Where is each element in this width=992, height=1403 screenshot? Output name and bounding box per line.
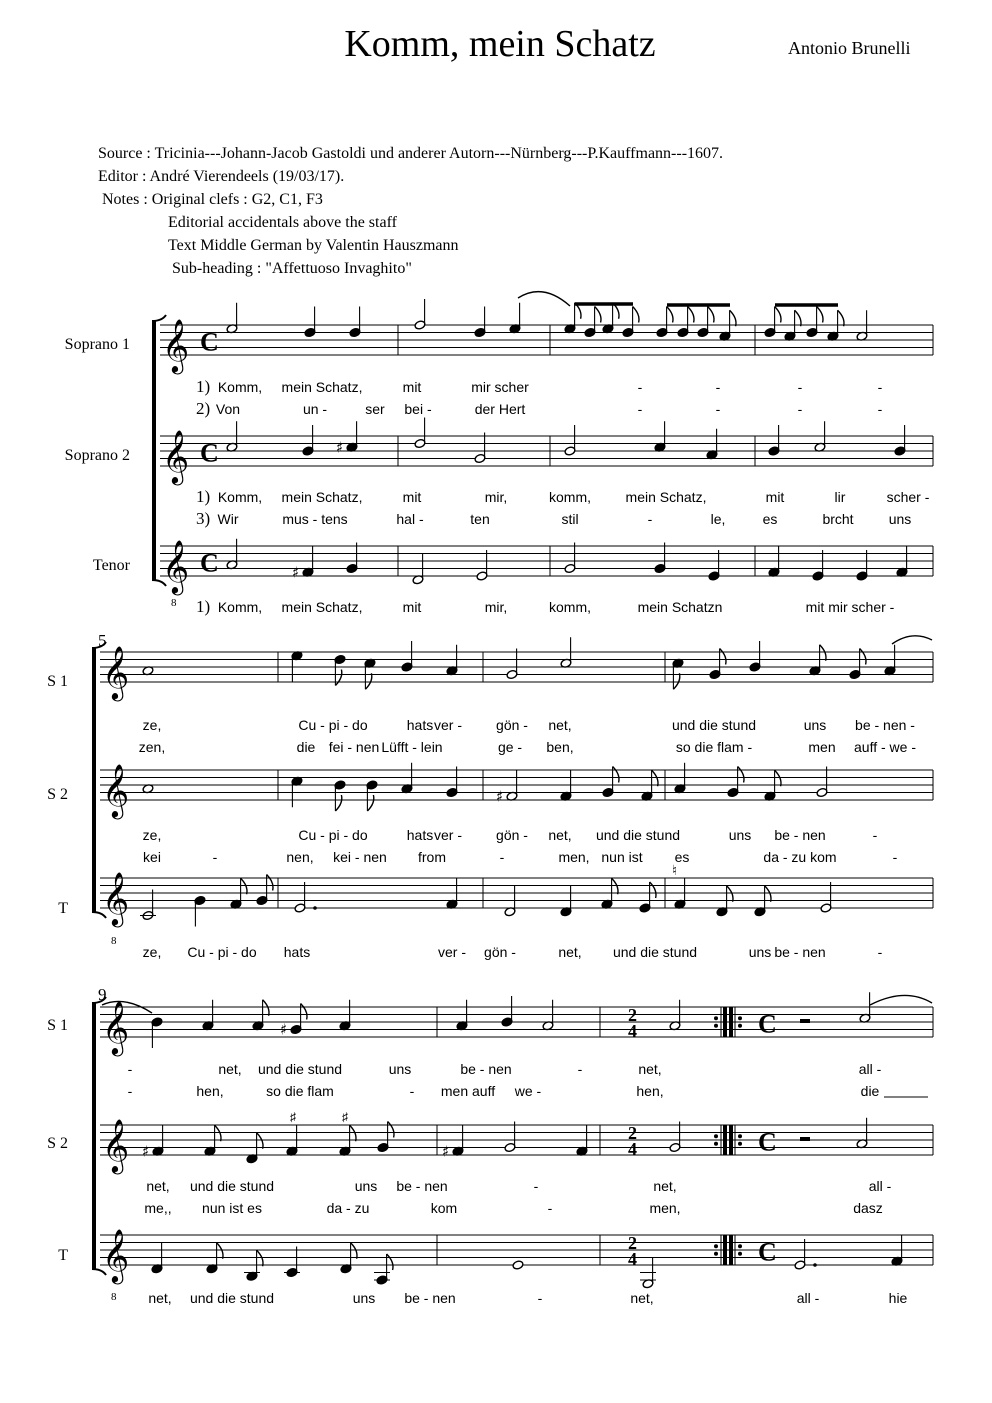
lyric-s2-v1: scher - [886, 489, 930, 505]
lyric-t-v1: uns [352, 1290, 376, 1306]
half-rest-icon [800, 1137, 810, 1141]
treble-clef-icon: 𝄞 [102, 1118, 130, 1172]
time-signature-common: C [758, 1237, 777, 1267]
time-signature-numerator: 2 [628, 1233, 637, 1253]
lyric-s1-v1: - [637, 379, 643, 395]
lyric-s1-v1: - [577, 1061, 583, 1077]
repeat-dot [714, 1252, 718, 1256]
lyric-s1-v1: be - nen [460, 1061, 512, 1077]
lyric-s2-v1: mir, [484, 489, 508, 505]
lyric-s2-v2: - [892, 849, 898, 865]
staff-sys3-1 [100, 1000, 933, 1056]
repeat-dot [714, 1142, 718, 1146]
lyric-s1-v2: Von [215, 401, 241, 417]
measure-number: 5 [98, 631, 107, 650]
note-flag [267, 875, 273, 891]
lyric-s1-v1: - [877, 379, 883, 395]
lyric-s1-v1: - [127, 1061, 133, 1077]
tie [870, 995, 932, 1005]
lyric-s1-v1: uns [803, 717, 827, 733]
verse-number: 3) [196, 509, 211, 528]
piece-title: Komm, mein Schatz [344, 23, 656, 65]
lyric-s2-v1: net, [548, 827, 572, 843]
voice-label-soprano-1: Soprano 1 [64, 336, 130, 353]
lyric-s2-v2: nun ist es [202, 1200, 262, 1216]
time-signature-common: C [200, 548, 219, 578]
lyric-s2-v3: mus - tens [282, 511, 348, 527]
lyric-s2-v1: - [872, 827, 878, 843]
lyric-t-v1: net, [630, 1290, 654, 1306]
half-rest-icon [800, 1019, 810, 1023]
lyric-s2-v1: gön - [496, 827, 528, 843]
note-flag [388, 1122, 394, 1138]
lyric-s1-v2: - [797, 401, 803, 417]
voice-label-s1: S 1 [47, 673, 68, 690]
lyric-s2-v1: net, [653, 1178, 677, 1194]
octave-mark: 8 [111, 1291, 117, 1303]
note-flag [367, 795, 373, 811]
time-signature-numerator: 2 [628, 1005, 637, 1025]
note-flag [817, 307, 823, 323]
repeat-dot [714, 1016, 718, 1020]
lyric-s2-v1: hats [406, 827, 434, 843]
lyric-s1-v2: die [860, 1083, 880, 1099]
subheading-line: Sub-heading : "Affettuoso Invaghito" [172, 260, 412, 277]
lyric-s2-v2: - [212, 849, 218, 865]
repeat-dot [714, 1024, 718, 1028]
note-flag [365, 673, 371, 689]
lyric-s2-v3: ten [470, 511, 490, 527]
lyric-s1-v2: - [409, 1083, 415, 1099]
lyric-s2-v2: men, [649, 1200, 681, 1216]
lyric-s1-v2: - [127, 1083, 133, 1099]
lyric-s1-v1: gön - [496, 717, 528, 733]
note-flag [351, 1243, 357, 1259]
note-flag [652, 770, 658, 786]
lyric-s2-v3: brcht [822, 511, 854, 527]
lyric-t-v1: be - nen [774, 944, 826, 960]
note-flag [387, 1254, 393, 1270]
lyric-s2-v1: be - nen [396, 1178, 448, 1194]
note-flag [667, 307, 673, 323]
note-flag [335, 795, 341, 811]
lyric-s2-v1: Cu - pi - do [298, 827, 368, 843]
repeat-dot [738, 1134, 742, 1138]
dot [813, 1263, 817, 1267]
lyric-t-v1: mir, [484, 599, 508, 615]
lyric-s1-v2: so die flam - [675, 739, 753, 755]
lyric-s2-v1: all - [868, 1178, 892, 1194]
verse-number: 1) [196, 377, 211, 396]
lyric-s1-v2: zen, [138, 739, 166, 755]
lyric-s2-v2: dasz [853, 1200, 883, 1216]
lyric-t-v1: - [877, 944, 883, 960]
lyric-s1-v1: net, [638, 1061, 662, 1077]
time-signature-common: C [758, 1127, 777, 1157]
note-flag [257, 1250, 263, 1266]
note-flag [765, 886, 771, 902]
treble-clef-icon: 𝄞 [102, 645, 130, 699]
voice-label-t: T [58, 1247, 68, 1264]
lyric-s1-v1: mein Schatz, [281, 379, 363, 395]
note-flag [720, 649, 726, 665]
measure-number: 9 [98, 985, 107, 1004]
note-flag [795, 310, 801, 326]
voice-label-tenor: Tenor [92, 557, 130, 574]
lyric-s1-v2: - [637, 401, 643, 417]
note-flag [730, 310, 736, 326]
lyric-s1-v1: ver - [434, 717, 462, 733]
lyric-s2-v1: uns [728, 827, 752, 843]
note-flag [708, 307, 714, 323]
lyric-t-v1: mein Schatzn [637, 599, 723, 615]
note-flag [595, 307, 601, 323]
lyric-s1-v1: Komm, [217, 379, 263, 395]
composer-name: Antonio Brunelli [788, 38, 911, 58]
treble-clef-icon: 𝄞 [162, 539, 190, 593]
lyric-s2-v2: nen, [286, 849, 314, 865]
lyric-t-v1: ver - [438, 944, 466, 960]
repeat-dot [714, 1244, 718, 1248]
repeat-dot [738, 1024, 742, 1028]
lyric-s2-v1: - [533, 1178, 539, 1194]
lyric-s2-v3: le, [710, 511, 726, 527]
natural-icon: ♮ [672, 863, 678, 879]
lyric-s2-v1: mein Schatz, [281, 489, 363, 505]
lyric-s2-v1: mit [765, 489, 785, 505]
lyric-s2-v1: be - nen [774, 827, 826, 843]
lyric-t-v1: komm, [549, 599, 591, 615]
tie [518, 292, 570, 306]
text-line: Text Middle German by Valentin Hauszmann [168, 237, 459, 254]
note-flag [301, 1004, 307, 1020]
lyric-s1-v2: men [808, 739, 836, 755]
note-flag [738, 767, 744, 783]
lyric-s1-v1: - [797, 379, 803, 395]
voice-label-s1: S 1 [47, 1017, 68, 1034]
lyric-s1-v1: - [715, 379, 721, 395]
lyric-s2-v1: ze, [142, 827, 162, 843]
note-flag [775, 307, 781, 323]
lyric-s2-v2: kom [430, 1200, 458, 1216]
note-flag [241, 878, 247, 894]
lyric-t-v1: net, [148, 1290, 172, 1306]
lyric-s1-v2: ge - [497, 739, 523, 755]
lyric-s2-v3: Wir [217, 511, 239, 527]
note-flag [673, 673, 679, 689]
lyric-s2-v2: - [499, 849, 505, 865]
lyric-s1-v2: - [877, 401, 883, 417]
treble-clef-icon: 𝄞 [102, 1000, 130, 1054]
lyric-t-v1: gön - [484, 944, 516, 960]
lyric-s2-v1: ver - [434, 827, 462, 843]
lyric-s1-v1: be - nen - [855, 717, 915, 733]
source-line: Source : Tricinia---Johann-Jacob Gastoldi und anderer Autorn---Nürnberg---P.Kauffmann---1607. [98, 145, 724, 162]
lyric-s2-v1: net, [146, 1178, 170, 1194]
note-flag [263, 1000, 269, 1016]
note-flag [860, 649, 866, 665]
repeat-dot [714, 1134, 718, 1138]
lyric-t-v1: uns [748, 944, 772, 960]
voice-label-s2: S 2 [47, 786, 68, 803]
lyric-s2-v1: mit [402, 489, 422, 505]
lyric-s1-v1: und die stund [257, 1061, 343, 1077]
lyric-s2-v2: men, [558, 849, 590, 865]
lyric-s2-v3: uns [888, 511, 912, 527]
lyric-t-v1: all - [796, 1290, 820, 1306]
lyric-s1-v2: men auff [440, 1083, 496, 1099]
clefs-line: Notes : Original clefs : G2, C1, F3 [102, 191, 323, 208]
lyric-s1-v1: net, [218, 1061, 242, 1077]
staff-sys3-2 [100, 1118, 933, 1174]
lyric-s2-v1: uns [354, 1178, 378, 1194]
sharp-icon: ♯ [496, 787, 504, 806]
sharp-icon: ♯ [336, 438, 344, 457]
lyric-s1-v2: ser [365, 401, 385, 417]
note-flag [335, 670, 341, 686]
treble-clef-icon: 𝄞 [102, 763, 130, 817]
lyric-s2-v1: lir [834, 489, 846, 505]
lyric-s1-v1: mit [402, 379, 422, 395]
lyric-s2-v1: und die stund [595, 827, 681, 843]
editorial-sharp-icon: ♯ [290, 1110, 296, 1124]
lyric-t-v1: net, [558, 944, 582, 960]
lyric-t-v1: hats [283, 944, 311, 960]
note-flag [215, 1125, 221, 1141]
lyric-s1-v2: Lüfft - lein [381, 739, 443, 755]
lyric-s1-v2: so die flam [266, 1083, 334, 1099]
lyric-s1-v1: mir scher [471, 379, 529, 395]
octave-mark: 8 [111, 935, 117, 947]
treble-clef-icon: 𝄞 [102, 871, 130, 925]
note-flag [650, 882, 656, 898]
lyric-s1-v2: ben, [546, 739, 574, 755]
sharp-icon: ♯ [280, 1020, 288, 1039]
verse-number: 1) [196, 487, 211, 506]
verse-number: 1) [196, 597, 211, 616]
note-flag [257, 1133, 263, 1149]
lyric-s2-v1: komm, [549, 489, 591, 505]
repeat-dot [738, 1244, 742, 1248]
lyric-s1-v2: fei - nen [328, 739, 380, 755]
staff-sys1-3 [160, 539, 933, 595]
time-signature-numerator: 2 [628, 1123, 637, 1143]
lyric-t-v1: mein Schatz, [281, 599, 363, 615]
lyric-s1-v2: bei - [404, 401, 432, 417]
note-flag [613, 767, 619, 783]
lyric-s2-v3: - [647, 511, 653, 527]
lyric-s1-v2: we - [514, 1083, 542, 1099]
lyric-s2-v2: me,, [144, 1200, 172, 1216]
lyric-t-v1: - [537, 1290, 543, 1306]
lyric-s1-v1: ze, [142, 717, 162, 733]
lyric-s1-v2: - [715, 401, 721, 417]
lyric-s2-v2: from [418, 849, 446, 865]
lyric-s2-v1: mein Schatz, [625, 489, 707, 505]
note-head [512, 1260, 524, 1270]
staff-sys1-2 [160, 429, 933, 485]
lyric-s2-v3: es [762, 511, 778, 527]
lyric-s2-v2: kei [143, 849, 161, 865]
lyric-t-v1: und die stund [189, 1290, 275, 1306]
lyric-s1-v2: die [296, 739, 316, 755]
lyric-s1-v1: uns [388, 1061, 412, 1077]
sharp-icon: ♯ [142, 1142, 150, 1161]
note-flag [612, 878, 618, 894]
lyric-s2-v1: und die stund [189, 1178, 275, 1194]
time-signature-common: C [200, 438, 219, 468]
lyric-t-v1: Cu - pi - do [187, 944, 257, 960]
sharp-icon: ♯ [292, 563, 300, 582]
note-flag [838, 310, 844, 326]
lyric-s1-v2: auff - we - [854, 739, 916, 755]
octave-mark: 8 [171, 597, 177, 609]
note-flag [633, 307, 639, 323]
editor-line: Editor : André Vierendeels (19/03/17). [98, 168, 345, 185]
treble-clef-icon: 𝄞 [162, 429, 190, 483]
lyric-s1-v1: und die stund [671, 717, 757, 733]
voice-label-s2: S 2 [47, 1135, 68, 1152]
staff-sys3-3 [100, 1228, 933, 1284]
lyric-s1-v2: un - [302, 401, 328, 417]
sharp-icon: ♯ [442, 1142, 450, 1161]
note-flag [688, 307, 694, 323]
editorial-sharp-icon: ♯ [342, 1110, 348, 1124]
time-signature-common: C [758, 1009, 777, 1039]
repeat-dot [738, 1252, 742, 1256]
lyric-t-v1: mit mir scher - [805, 599, 895, 615]
lyric-s2-v2: da - zu [326, 1200, 370, 1216]
note-flag [217, 1243, 223, 1259]
time-signature-denominator: 4 [628, 1249, 637, 1269]
lyric-s2-v2: - [547, 1200, 553, 1216]
note-flag [820, 645, 826, 661]
lyric-s2-v2: kei - nen [333, 849, 387, 865]
lyric-s1-v1: Cu - pi - do [298, 717, 368, 733]
treble-clef-icon: 𝄞 [162, 318, 190, 372]
lyric-s2-v2: es [674, 849, 690, 865]
repeat-dot [738, 1142, 742, 1146]
note-flag [727, 886, 733, 902]
lyric-s2-v3: hal - [396, 511, 424, 527]
verse-number: 2) [196, 399, 211, 418]
time-signature-common: C [200, 327, 219, 357]
voice-label-soprano-2: Soprano 2 [64, 447, 130, 464]
lyric-s1-v1: hats [406, 717, 434, 733]
lyric-s1-v1: net, [548, 717, 572, 733]
lyric-s2-v3: stil [561, 511, 579, 527]
note-flag [775, 770, 781, 786]
dot [313, 906, 317, 910]
lyric-t-v1: ze, [142, 944, 162, 960]
lyric-t-v1: und die stund [612, 944, 698, 960]
lyric-s2-v2: nun ist [601, 849, 643, 865]
time-signature-denominator: 4 [628, 1139, 637, 1159]
treble-clef-icon: 𝄞 [102, 1228, 130, 1282]
lyric-s1-v2: der Hert [474, 401, 526, 417]
voice-label-t: T [58, 900, 68, 917]
staff-sys2-3 [100, 871, 933, 927]
lyric-s1-v2: hen, [196, 1083, 224, 1099]
tie [892, 636, 932, 644]
lyric-s1-v1: all - [858, 1061, 882, 1077]
lyric-s2-v2: da - zu kom [763, 849, 837, 865]
lyric-s1-v2: hen, [636, 1083, 664, 1099]
accidentals-line: Editorial accidentals above the staff [168, 214, 397, 231]
lyric-s2-v1: Komm, [217, 489, 263, 505]
repeat-dot [738, 1016, 742, 1020]
lyric-t-v1: mit [402, 599, 422, 615]
time-signature-denominator: 4 [628, 1021, 637, 1041]
lyric-t-v1: Komm, [217, 599, 263, 615]
lyric-t-v1: be - nen [404, 1290, 456, 1306]
lyric-t-v1: hie [888, 1290, 908, 1306]
note-flag [350, 1125, 356, 1141]
